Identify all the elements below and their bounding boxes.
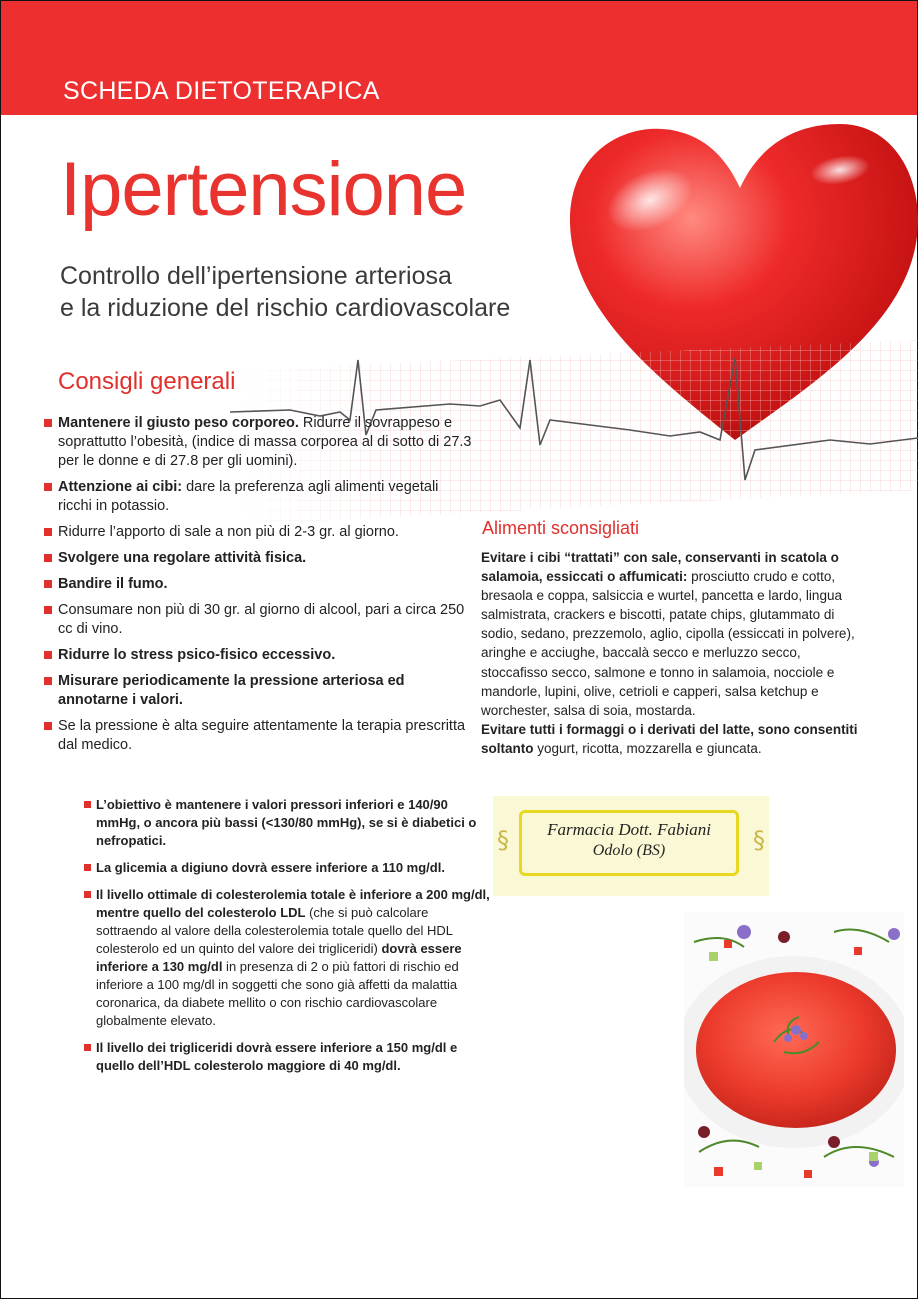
item-bold: Il livello dei trigliceridi dovrà essere inferiore a 150 mg/dl e quello dell’HDL colesterolo maggiore di 40 mg/dl. xyxy=(96,1040,458,1073)
bullet-icon xyxy=(84,864,91,871)
item-bold: Attenzione ai cibi: xyxy=(58,479,183,495)
consigli-heading: Consigli generali xyxy=(58,368,236,395)
pharmacy-location: Odolo (BS) xyxy=(592,842,666,859)
item-bold: Svolgere una regolare attività fisica. xyxy=(58,550,307,566)
item-text: dare la preferenza agli alimenti vegetali ricchi in potassio. xyxy=(58,479,439,514)
item-text: Se la pressione è alta seguire attentamente la terapia prescritta dal medico. xyxy=(58,718,466,753)
item-bold: Ridurre lo stress psico-fisico eccessivo. xyxy=(58,647,336,663)
page-subtitle xyxy=(60,260,510,324)
item-text: Ridurre il sovrappeso e soprattutto l’obesità, (indice di massa corporea al di sotto di 27.3 per le donne e di 27.8 per gli uomini). xyxy=(58,415,472,469)
list-item xyxy=(44,523,474,542)
list-item xyxy=(44,575,474,594)
item-text-2: in presenza di 2 o più fattori di rischio ed inferiore a 100 mg/dl in soggetti che sono già affetti da malattia coronarica, da diabete mellito o con rischio cardiovascolare globalmente elevato. xyxy=(96,959,459,1028)
pharmacy-stamp xyxy=(493,796,769,896)
flourish-right-icon: § xyxy=(753,826,765,854)
bullet-icon xyxy=(44,677,52,685)
sconsigliati-p1-text: prosciutto crudo e cotto, bresaola e coppa, salsiccia e wurtel, pancetta e lardo, lingua salmistrata, crackers e biscotti, patate chips, glutammato di sodio, sedano, prezzemolo, aglio, cipolla (essiccati in polvere), aringhe e acciughe, baccalà secco e merluzzo secco, stoccafisso secco, salmone e tonno in salamoia, nocciole e mandorle, lupini, olive, cetrioli e capperi, salsa ketchup e worchester, salsa di soia, mostarda. xyxy=(481,569,855,718)
item-bold: Bandire il fumo. xyxy=(58,576,168,592)
bullet-icon xyxy=(84,1044,91,1051)
tomato-soup-photo xyxy=(684,912,904,1187)
item-bold: Misurare periodicamente la pressione arteriosa ed annotarne i valori. xyxy=(58,673,405,708)
pharmacy-name: Farmacia Dott. Fabiani xyxy=(547,820,711,839)
sconsigliati-p2-text: yogurt, ricotta, mozzarella e giuncata. xyxy=(533,740,762,756)
bullet-icon xyxy=(44,606,52,614)
subtitle-line-2: e la riduzione del rischio cardiovascolare xyxy=(60,294,511,322)
list-item xyxy=(44,646,474,665)
list-item xyxy=(44,549,474,568)
list-item xyxy=(44,601,474,639)
page-title: Ipertensione xyxy=(60,147,467,232)
bullet-icon xyxy=(84,891,91,898)
flourish-left-icon: § xyxy=(497,826,509,854)
bullet-icon xyxy=(44,528,52,536)
list-item xyxy=(44,717,474,755)
item-bold-2: dovrà essere inferiore a 130 mg/dl xyxy=(96,941,462,974)
item-bold: Il livello ottimale di colesterolemia totale è inferiore a 200 mg/dl, mentre quello del colesterolo LDL xyxy=(96,887,490,920)
item-bold: La glicemia a digiuno dovrà essere inferiore a 110 mg/dl. xyxy=(96,860,445,875)
list-item xyxy=(44,478,474,516)
item-text: Ridurre l’apporto di sale a non più di 2-3 gr. al giorno. xyxy=(58,524,399,540)
bullet-icon xyxy=(44,580,52,588)
header-title: SCHEDA DIETOTERAPICA xyxy=(63,77,380,105)
bullet-icon xyxy=(44,722,52,730)
bullet-icon xyxy=(44,554,52,562)
bullet-icon xyxy=(44,483,52,491)
item-text: (che si può calcolare sottraendo al valore della colesterolemia totale quello del HDL colesterolo ed un quinto del valore dei trigliceridi) xyxy=(96,905,453,956)
sconsigliati-heading: Alimenti sconsigliati xyxy=(482,518,640,538)
consigli-list xyxy=(44,414,474,762)
bullet-icon xyxy=(44,651,52,659)
stamp-frame xyxy=(519,810,739,876)
sconsigliati-text xyxy=(481,548,866,758)
list-item xyxy=(84,886,490,1030)
sconsigliati-p1-bold: Evitare i cibi “trattati” con sale, conservanti in scatola o salamoia, essiccati o affumicati: xyxy=(481,550,839,585)
item-text: Consumare non più di 30 gr. al giorno di alcool, pari a circa 250 cc di vino. xyxy=(58,602,465,637)
bullet-icon xyxy=(84,801,91,808)
list-item xyxy=(84,1039,490,1075)
list-item xyxy=(84,859,490,877)
subtitle-line-1: Controllo dell’ipertensione arteriosa xyxy=(60,262,452,290)
sconsigliati-p2-bold: Evitare tutti i formaggi o i derivati del latte, sono consentiti soltanto xyxy=(481,721,858,756)
list-item xyxy=(44,414,474,471)
item-bold: Mantenere il giusto peso corporeo. xyxy=(58,415,299,431)
header-bar xyxy=(1,1,917,115)
obiettivi-list xyxy=(84,796,490,1084)
item-bold: L’obiettivo è mantenere i valori pressori inferiori e 140/90 mmHg, o ancora più bassi (<130/80 mmHg), se si è diabetici o nefropatici. xyxy=(96,797,477,848)
bullet-icon xyxy=(44,419,52,427)
list-item xyxy=(44,672,474,710)
list-item xyxy=(84,796,490,850)
